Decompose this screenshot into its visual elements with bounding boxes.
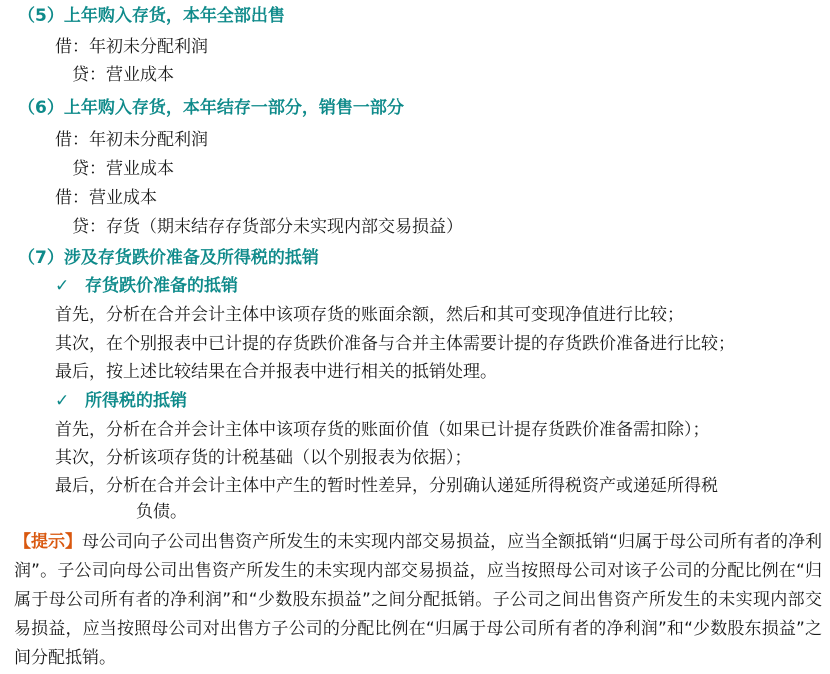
section-6-debit-line-1: 借：年初未分配利润 <box>55 130 208 150</box>
check-icon: ✓ <box>55 276 70 296</box>
section-6-credit-line-1: 贷：营业成本 <box>72 159 174 179</box>
section-6-debit-line-2: 借：营业成本 <box>55 188 157 208</box>
section-5-credit-line: 贷：营业成本 <box>72 65 174 85</box>
tip-text: 母公司向子公司出售资产所发生的未实现内部交易损益，应当全额抵销“归属于母公司所有者的净利润”。子公司向母公司出售资产所发生的未实现内部交易损益，应当按照母公司对该子公司的分配比例在“归属于母公司所有者的净利润”和“少数股东损益”之间分配抵销。子公司之间出售资产所发生的未实现内部交易损益，应当按照母公司对出售方子公司的分配比例在“归属于母公司所有者的净利润”和“少数股东损益”之间分配抵销。 <box>14 532 823 668</box>
tax-step-3: 最后，分析在合并会计主体中产生的暂时性差异，分别确认递延所得税资产或递延所得税 <box>55 476 718 496</box>
section-6-title: （6）上年购入存货，本年结存一部分，销售一部分 <box>18 98 404 118</box>
tax-step-3-continuation: 负债。 <box>136 502 187 522</box>
tip-label: 【提示】 <box>14 532 83 552</box>
section-6-credit-line-2: 贷：存货（期末结存存货部分未实现内部交易损益） <box>72 217 463 237</box>
tax-step-2: 其次，分析该项存货的计税基础（以个别报表为依据）； <box>55 448 472 468</box>
section-5-debit-line: 借：年初未分配利润 <box>55 37 208 57</box>
subsection-inventory-impairment <box>55 274 238 298</box>
tip-paragraph <box>14 528 822 673</box>
tax-step-1: 首先，分析在合并会计主体中该项存货的账面价值（如果已计提存货跌价准备需扣除）； <box>55 420 710 440</box>
check-icon: ✓ <box>55 391 70 411</box>
subsection-income-tax-title: 所得税的抵销 <box>85 391 187 411</box>
subsection-inventory-impairment-title: 存货跌价准备的抵销 <box>85 276 238 296</box>
impairment-step-1: 首先，分析在合并会计主体中该项存货的账面余额，然后和其可变现净值进行比较； <box>55 305 684 325</box>
subsection-income-tax <box>55 389 187 413</box>
impairment-step-3: 最后，按上述比较结果在合并报表中进行相关的抵销处理。 <box>55 362 497 382</box>
section-7-title: （7）涉及存货跌价准备及所得税的抵销 <box>18 248 319 268</box>
section-5-title: （5）上年购入存货，本年全部出售 <box>18 6 285 26</box>
impairment-step-2: 其次，在个别报表中已计提的存货跌价准备与合并主体需要计提的存货跌价准备进行比较； <box>55 334 735 354</box>
